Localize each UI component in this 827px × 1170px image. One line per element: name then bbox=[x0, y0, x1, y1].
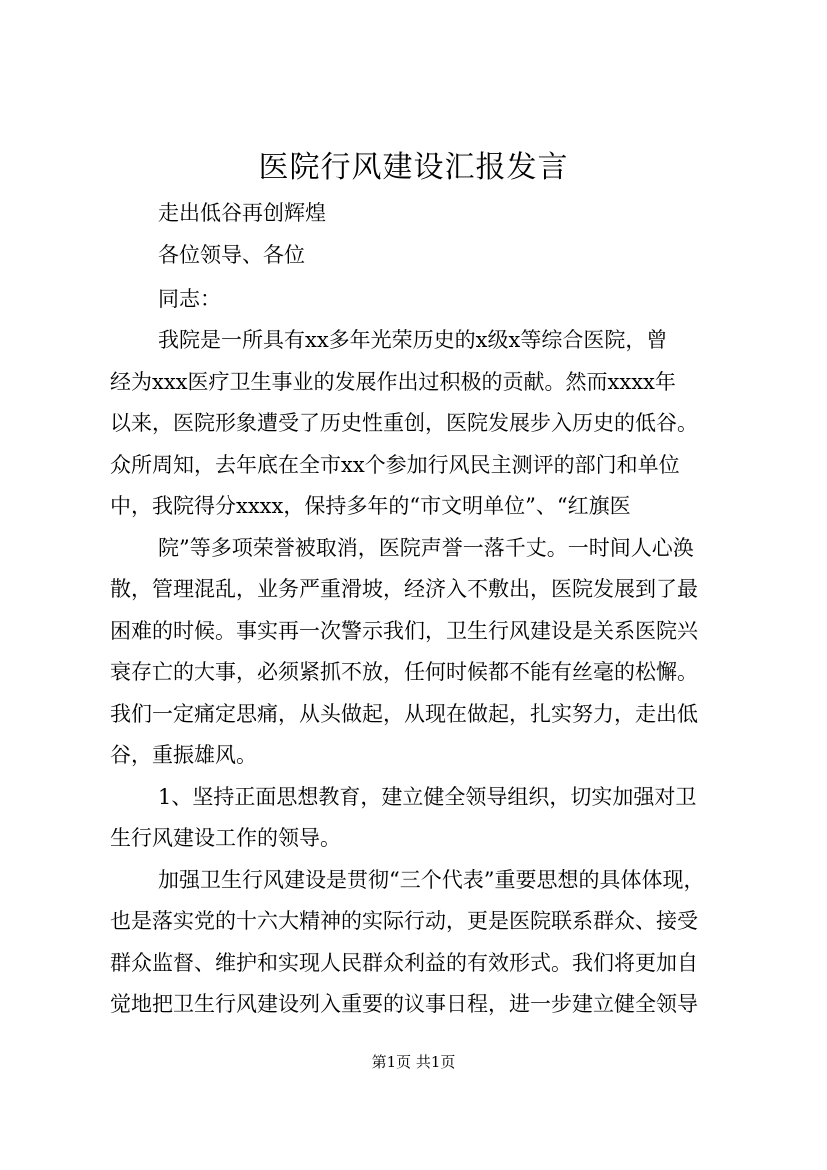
body-line: 我们一定痛定思痛，从头做起，从现在做起，扎实努力，走出低 bbox=[110, 702, 698, 726]
body-line: 困难的时候。事实再一次警示我们，卫生行风建设是关系医院兴 bbox=[110, 619, 698, 643]
body-line: 谷，重振雄风。 bbox=[110, 743, 257, 767]
body-line: 院”等多项荣誉被取消，医院声誉一落千丈。一时间人心涣 bbox=[158, 536, 694, 560]
salutation-line: 各位领导、各位 bbox=[158, 243, 305, 267]
body-line: 也是落实党的十六大精神的实际行动，更是医院联系群众、接受 bbox=[110, 909, 698, 933]
page-number-footer: 第1页 共1页 bbox=[371, 1053, 456, 1071]
body-line: 群众监督、维护和实现人民群众利益的有效形式。我们将更加自 bbox=[110, 951, 698, 975]
body-line: 觉地把卫生行风建设列入重要的议事日程，进一步建立健全领导 bbox=[110, 992, 698, 1016]
body-line: 加强卫生行风建设是贯彻“三个代表”重要思想的具体体现， bbox=[158, 868, 705, 892]
body-line: 中，我院得分xxxx，保持多年的“市文明单位”、“红旗医 bbox=[110, 494, 631, 518]
section-heading-line: 1、坚持正面思想教育，建立健全领导组织，切实加强对卫 bbox=[158, 785, 697, 809]
body-line: 经为xxx医疗卫生事业的发展作出过积极的贡献。然而xxxx年 bbox=[110, 370, 676, 394]
body-line: 散，管理混乱，业务严重滑坡，经济入不敷出，医院发展到了最 bbox=[110, 577, 698, 601]
body-line: 众所周知，去年底在全市xx个参加行风民主测评的部门和单位 bbox=[110, 453, 680, 477]
document-title: 医院行风建设汇报发言 bbox=[258, 150, 569, 185]
body-line: 衰存亡的大事，必须紧抓不放，任何时候都不能有丝毫的松懈。 bbox=[110, 660, 698, 684]
body-line: 以来，医院形象遭受了历史性重创，医院发展步入历史的低谷。 bbox=[110, 411, 698, 435]
body-line: 我院是一所具有xx多年光荣历史的x级x等综合医院，曾 bbox=[158, 328, 668, 352]
subtitle-line: 走出低谷再创辉煌 bbox=[158, 201, 326, 225]
salutation-line: 同志： bbox=[158, 287, 221, 311]
section-heading-line: 生行风建设工作的领导。 bbox=[110, 826, 341, 850]
